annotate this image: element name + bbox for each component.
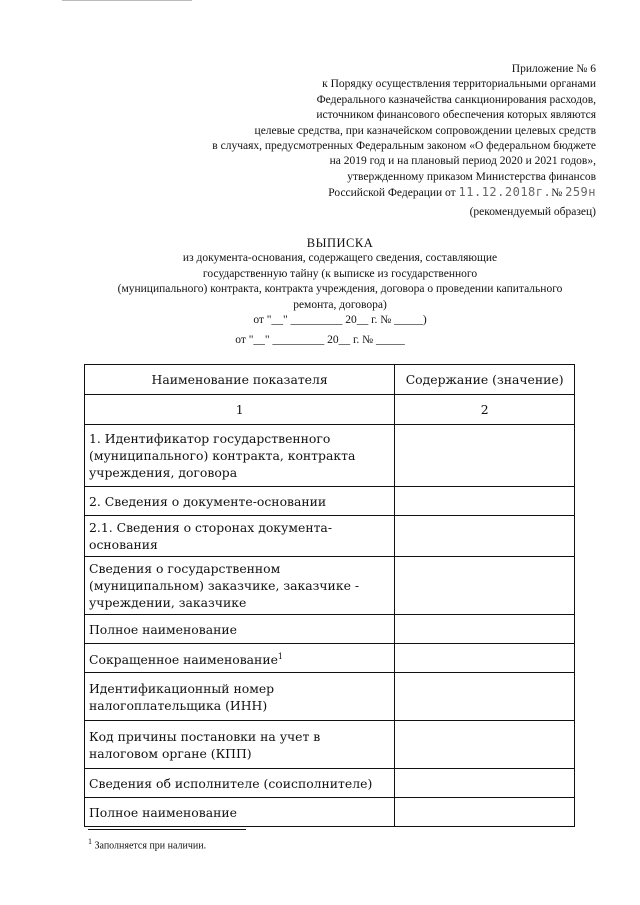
document-title-block (90, 236, 590, 328)
title-line: ремонта, договора) (293, 298, 387, 311)
row-label-text: Сокращенное наименование (89, 652, 278, 668)
footnote-mark: 1 (88, 837, 92, 846)
value-cell[interactable] (395, 615, 575, 644)
table-row (85, 673, 575, 721)
table-row (85, 615, 575, 644)
table-row (85, 644, 575, 673)
document-date-line: от "__" _________ 20__ г. № _____ (235, 334, 405, 346)
table-row (85, 557, 575, 615)
value-cell[interactable] (395, 769, 575, 798)
annex-line: в случаях, предусмотренных Федеральным законом «О федеральном бюджете (212, 140, 596, 153)
value-cell[interactable] (395, 557, 575, 615)
order-number-stamp: 259н (565, 185, 596, 200)
document-title: ВЫПИСКА (306, 236, 374, 250)
table-row (85, 425, 575, 487)
row-label: 2. Сведения о документе-основании (85, 487, 395, 516)
table-row (85, 487, 575, 516)
value-cell[interactable] (395, 798, 575, 827)
value-cell[interactable] (395, 487, 575, 516)
top-edge-rule (62, 0, 192, 1)
header-indicator-name: Наименование показателя (85, 365, 395, 395)
table-header-row (85, 365, 575, 395)
order-date-stamp: 11.12.2018г. (458, 185, 552, 200)
table-row (85, 721, 575, 769)
value-cell[interactable] (395, 644, 575, 673)
footnote-text: Заполняется при наличии. (94, 840, 207, 852)
row-label: Полное наименование (85, 615, 395, 644)
row-label: Идентификационный номер налогоплательщика (ИНН) (85, 673, 395, 721)
value-cell[interactable] (395, 673, 575, 721)
table-row (85, 516, 575, 557)
value-cell[interactable] (395, 516, 575, 557)
annex-header (126, 62, 596, 202)
row-label: Сведения об исполнителе (соисполнителе) (85, 769, 395, 798)
table-column-numbers (85, 395, 575, 425)
column-number: 1 (85, 395, 395, 425)
title-line: из документа-основания, содержащего сведения, составляющие (182, 252, 498, 265)
annex-line: на 2019 год и на плановый период 2020 и 2021 годов», (329, 155, 596, 168)
row-label: 2.1. Сведения о сторонах документа-основания (85, 516, 395, 557)
footnote-separator (88, 829, 246, 830)
annex-line: к Порядку осуществления территориальными органами (322, 78, 596, 91)
order-number-label: № (551, 187, 563, 200)
annex-line: целевые средства, при казначейском сопровождении целевых средств (254, 124, 596, 137)
table-row (85, 769, 575, 798)
column-number: 2 (395, 395, 575, 425)
row-label: 1. Идентификатор государственного (муниципального) контракта, контракта учреждения, договора (85, 425, 395, 487)
table-row (85, 798, 575, 827)
annex-order-line (126, 185, 596, 201)
value-cell[interactable] (395, 721, 575, 769)
row-label: Полное наименование (85, 798, 395, 827)
annex-line: Федерального казначейства санкционирования расходов, (316, 93, 596, 106)
footnote (88, 837, 206, 851)
title-line: (муниципального) контракта, контракта учреждения, договора о проведении капитального (117, 283, 563, 296)
row-label: Сведения о государственном (муниципальном) заказчике, заказчике - учреждении, заказчике (85, 557, 395, 615)
title-line: государственную тайну (к выписке из государственного (202, 267, 478, 280)
row-label: Код причины постановки на учет в налоговом органе (КПП) (85, 721, 395, 769)
annex-line: источником финансового обеспечения которых являются (316, 109, 596, 122)
footnote-reference: 1 (277, 651, 284, 661)
header-content-value: Содержание (значение) (395, 365, 575, 395)
title-date-line: от "__" _________ 20__ г. № _____) (253, 314, 427, 327)
annex-line: утвержденному приказом Министерства финансов (347, 170, 596, 183)
annex-order-prefix: Российской Федерации от (328, 187, 456, 200)
row-label (85, 644, 395, 673)
sample-label: (рекомендуемый образец) (469, 206, 596, 218)
value-cell[interactable] (395, 425, 575, 487)
statement-table (84, 364, 575, 827)
annex-line: Приложение № 6 (511, 63, 596, 75)
